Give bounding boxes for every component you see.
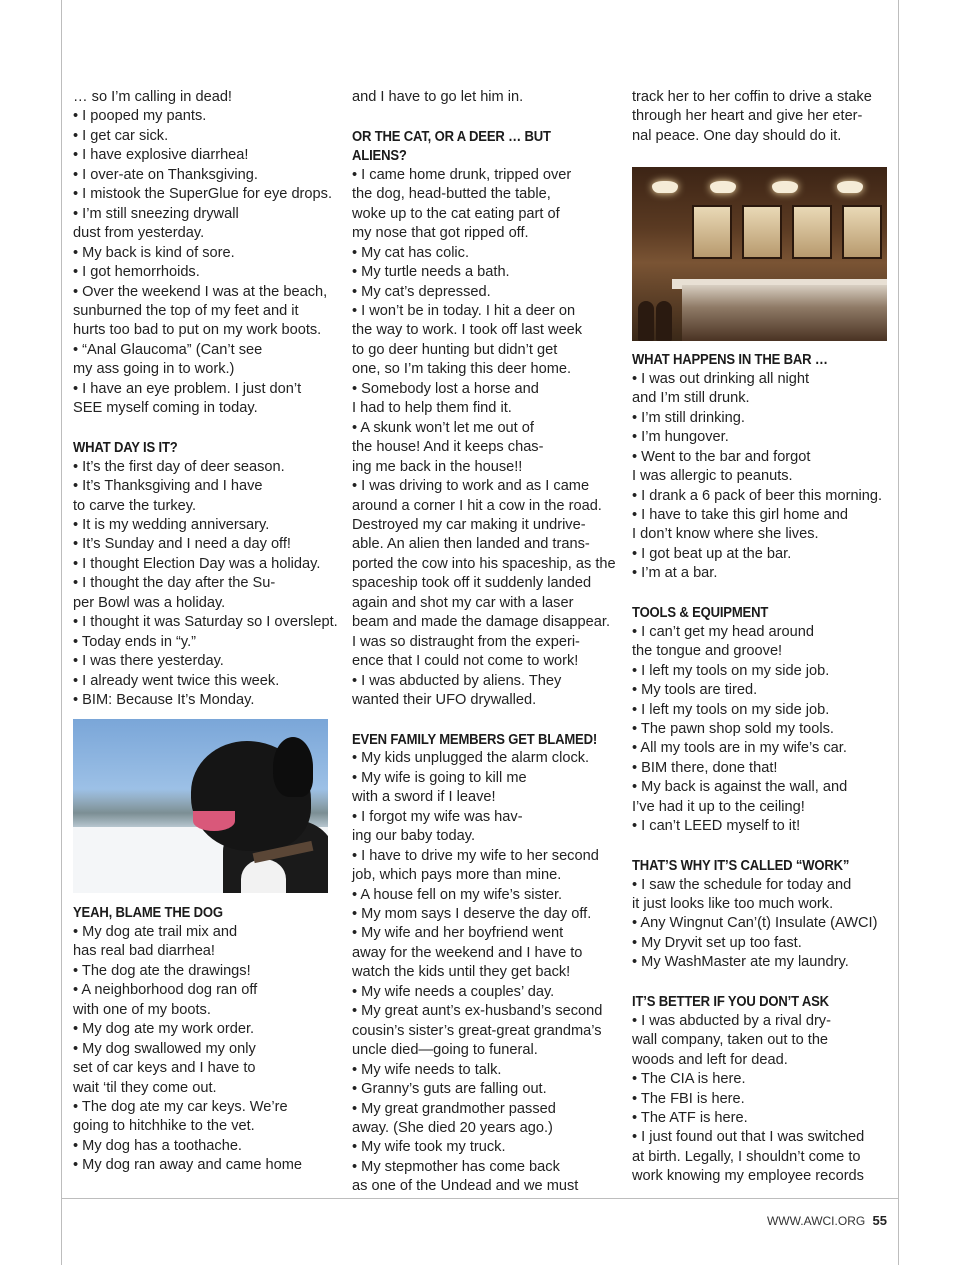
text-line: away for the weekend and I have to xyxy=(352,944,583,961)
text-line: • I’m still drinking. xyxy=(632,409,745,426)
text-line: • I have to take this girl home and xyxy=(632,506,849,523)
text-line: • My back is kind of sore. xyxy=(73,244,235,261)
text-line: • Went to the bar and forgot xyxy=(632,448,811,465)
text-line: • I pooped my pants. xyxy=(73,108,207,125)
text-line: nal peace. One day should do it. xyxy=(632,127,842,144)
text-line: • The CIA is here. xyxy=(632,1071,746,1088)
text-line: woods and left for dead. xyxy=(632,1051,788,1068)
excuse-list-tools xyxy=(632,623,892,837)
text-line: dust from yesterday. xyxy=(73,225,205,242)
text-line: sunburned the top of my feet and it xyxy=(73,302,299,319)
text-line: • I was abducted by aliens. They xyxy=(352,672,562,689)
bar-photo xyxy=(632,167,887,341)
text-line: • My wife needs to talk. xyxy=(352,1061,502,1078)
text-line: work knowing my employee records xyxy=(632,1168,864,1185)
text-line: the tongue and groove! xyxy=(632,643,783,660)
text-line: cousin’s sister’s great-great grandma’s xyxy=(352,1022,602,1039)
text-line: • I drank a 6 pack of beer this morning. xyxy=(632,487,883,504)
text-line: wait ‘til they come out. xyxy=(73,1079,217,1096)
text-line: • My dog ate my work order. xyxy=(73,1021,255,1038)
text-line: beam and made the damage disappear. xyxy=(352,614,611,631)
text-line: • My wife took my truck. xyxy=(352,1139,506,1156)
text-line: spaceship took off it suddenly landed xyxy=(352,575,592,592)
excuse-list-animals xyxy=(352,166,614,711)
heading-what-happens-in-bar: WHAT HAPPENS IN THE BAR … xyxy=(632,351,828,369)
excuse-list-bar xyxy=(632,370,892,584)
heading-cat-deer-line1: OR THE CAT, OR A DEER … BUT xyxy=(352,127,551,145)
text-line: wall company, taken out to the xyxy=(632,1032,829,1049)
text-line: • The ATF is here. xyxy=(632,1109,748,1126)
text-line: • I get car sick. xyxy=(73,127,169,144)
text-line: as one of the Undead and we must xyxy=(352,1178,579,1195)
text-line: • My kids unplugged the alarm clock. xyxy=(352,750,590,767)
text-line: wanted their UFO drywalled. xyxy=(352,692,537,709)
text-line: • BIM there, done that! xyxy=(632,759,778,776)
heading-what-day-is-it: WHAT DAY IS IT? xyxy=(73,439,178,457)
text-line: • My tools are tired. xyxy=(632,682,758,699)
text-line: away. (She died 20 years ago.) xyxy=(352,1119,553,1136)
text-line: • I left my tools on my side job. xyxy=(632,701,830,718)
page-number: 55 xyxy=(872,1213,887,1228)
text-line: • It’s Sunday and I need a day off! xyxy=(73,536,291,553)
text-line: I was so distraught from the experi- xyxy=(352,633,580,650)
text-line: • A skunk won’t let me out of xyxy=(352,419,534,436)
text-line: to go deer hunting but didn’t get xyxy=(352,341,558,358)
text-line: • My Dryvit set up too fast. xyxy=(632,934,802,951)
heading-blame-the-dog: YEAH, BLAME THE DOG xyxy=(73,904,223,922)
text-line: • The FBI is here. xyxy=(632,1090,745,1107)
heading-cat-deer-line2: ALIENS? xyxy=(352,147,407,165)
footer-url: WWW.AWCI.ORG xyxy=(766,1214,866,1228)
text-line: • I mistook the SuperGlue for eye drops. xyxy=(73,186,333,203)
text-line: able. An alien then landed and trans- xyxy=(352,536,590,553)
footer-rule xyxy=(61,1198,899,1199)
text-line: • I was abducted by a rival dry- xyxy=(632,1012,831,1029)
text-line: I was allergic to peanuts. xyxy=(632,468,793,485)
text-line: • I forgot my wife was hav- xyxy=(352,808,523,825)
text-line: • I over-ate on Thanksgiving. xyxy=(73,166,258,183)
text-line: • I’m still sneezing drywall xyxy=(73,205,239,222)
text-line: • My great grandmother passed xyxy=(352,1100,556,1117)
text-line: • I just found out that I was switched xyxy=(632,1129,865,1146)
text-line: • A neighborhood dog ran off xyxy=(73,982,258,999)
text-line: • Today ends in “y.” xyxy=(73,633,196,650)
text-line: ported the cow into his spaceship, as the xyxy=(352,555,616,572)
text-line: hurts too bad to put on my work boots. xyxy=(73,322,322,339)
text-line: per Bowl was a holiday. xyxy=(73,594,226,611)
text-line: SEE myself coming in today. xyxy=(73,400,258,417)
text-line: ing me back in the house!! xyxy=(352,458,523,475)
text-line: • I got hemorrhoids. xyxy=(73,264,200,281)
text-line: watch the kids until they get back! xyxy=(352,964,571,981)
column-1 xyxy=(73,88,341,1176)
text-line: the dog, head-butted the table, xyxy=(352,186,551,203)
excuse-list-dog xyxy=(73,923,341,1176)
text-line: • It is my wedding anniversary. xyxy=(73,516,270,533)
text-line: again and shot my car with a laser xyxy=(352,594,574,611)
text-line: … so I’m calling in dead! xyxy=(73,89,232,105)
heading-family-members: EVEN FAMILY MEMBERS GET BLAMED! xyxy=(352,730,598,748)
text-line: • I was driving to work and as I came xyxy=(352,478,590,495)
continued-text xyxy=(352,88,614,107)
text-line: I’ve had it up to the ceiling! xyxy=(632,798,805,815)
continued-text xyxy=(632,88,892,146)
text-line: I don’t know where she lives. xyxy=(632,526,819,543)
heading-better-not-ask: IT’S BETTER IF YOU DON’T ASK xyxy=(632,993,829,1011)
text-line: one, so I’m taking this deer home. xyxy=(352,361,572,378)
heading-called-work: THAT’S WHY IT’S CALLED “WORK” xyxy=(632,857,850,875)
page-border-left xyxy=(61,0,62,1265)
text-line: • My mom says I deserve the day off. xyxy=(352,906,592,922)
page-border-right xyxy=(898,0,899,1265)
text-line: • My back is against the wall, and xyxy=(632,779,848,796)
text-line: I had to help them find it. xyxy=(352,400,512,417)
text-line: and I have to go let him in. xyxy=(352,89,524,105)
text-line: • I left my tools on my side job. xyxy=(632,662,830,679)
text-line: around a corner I hit a cow in the road. xyxy=(352,497,602,514)
text-line: • Over the weekend I was at the beach, xyxy=(73,283,328,300)
column-3 xyxy=(632,88,892,1187)
text-line: • I have to drive my wife to her second xyxy=(352,847,599,864)
text-line: with one of my boots. xyxy=(73,1001,211,1018)
text-line: • Granny’s guts are falling out. xyxy=(352,1081,547,1098)
text-line: has real bad diarrhea! xyxy=(73,943,215,960)
text-line: • BIM: Because It’s Monday. xyxy=(73,692,255,709)
text-line: • I already went twice this week. xyxy=(73,672,280,689)
text-line: • My cat has colic. xyxy=(352,244,470,261)
excuse-list-sick xyxy=(73,88,341,419)
text-line: • My dog has a toothache. xyxy=(73,1137,242,1154)
text-line: • My wife needs a couples’ day. xyxy=(352,983,555,1000)
text-line: • I can’t get my head around xyxy=(632,623,814,640)
excuse-list-day xyxy=(73,458,341,711)
text-line: • My wife is going to kill me xyxy=(352,769,527,786)
heading-tools-equipment: TOOLS & EQUIPMENT xyxy=(632,604,769,622)
text-line: • I was there yesterday. xyxy=(73,653,224,670)
dog-photo xyxy=(73,719,328,893)
text-line: • “Anal Glaucoma” (Can’t see xyxy=(73,341,263,358)
text-line: • It’s the first day of deer season. xyxy=(73,458,285,475)
text-line: • I got beat up at the bar. xyxy=(632,545,792,562)
text-line: at birth. Legally, I shouldn’t come to xyxy=(632,1148,861,1165)
text-line: • I thought it was Saturday so I overslept. xyxy=(73,614,338,631)
text-line: • I can’t LEED myself to it! xyxy=(632,818,801,835)
text-line: • My great aunt’s ex-husband’s second xyxy=(352,1003,603,1020)
text-line: • All my tools are in my wife’s car. xyxy=(632,740,847,757)
text-line: woke up to the cat eating part of xyxy=(352,205,560,222)
text-line: ing our baby today. xyxy=(352,828,476,845)
text-line: • A house fell on my wife’s sister. xyxy=(352,886,563,903)
text-line: and I’m still drunk. xyxy=(632,390,750,407)
text-line: • I won’t be in today. I hit a deer on xyxy=(352,302,576,319)
text-line: • I have explosive diarrhea! xyxy=(73,147,249,164)
page-footer xyxy=(767,1213,887,1228)
text-line: going to hitchhike to the vet. xyxy=(73,1118,255,1135)
text-line: • My dog ran away and came home xyxy=(73,1157,302,1174)
text-line: • I’m hungover. xyxy=(632,429,729,446)
text-line: • The dog ate the drawings! xyxy=(73,962,251,979)
excuse-list-family xyxy=(352,749,614,1196)
text-line: • My WashMaster ate my laundry. xyxy=(632,954,849,971)
text-line: • I thought Election Day was a holiday. xyxy=(73,555,321,572)
excuse-list-dont-ask xyxy=(632,1012,892,1187)
text-line: • I was out drinking all night xyxy=(632,370,810,387)
column-2 xyxy=(352,88,614,1197)
text-line: track her to her coffin to drive a stake xyxy=(632,89,872,105)
text-line: uncle died—going to funeral. xyxy=(352,1042,538,1059)
text-line: • Somebody lost a horse and xyxy=(352,380,539,397)
text-line: • I came home drunk, tripped over xyxy=(352,166,572,183)
text-line: the way to work. I took off last week xyxy=(352,322,583,339)
text-line: job, which pays more than mine. xyxy=(352,867,562,884)
text-line: • The dog ate my car keys. We’re xyxy=(73,1099,288,1116)
text-line: • Any Wingnut Can’(t) Insulate (AWCI) xyxy=(632,915,878,932)
text-line: Destroyed my car making it undrive- xyxy=(352,516,586,533)
text-line: • I’m at a bar. xyxy=(632,565,718,582)
excuse-list-work xyxy=(632,876,892,973)
text-line: • The pawn shop sold my tools. xyxy=(632,720,834,737)
text-line: • My dog ate trail mix and xyxy=(73,923,238,940)
text-line: • My turtle needs a bath. xyxy=(352,264,510,281)
text-line: through her heart and give her eter- xyxy=(632,108,863,125)
text-line: ence that I could not come to work! xyxy=(352,653,579,670)
text-line: the house! And it keeps chas- xyxy=(352,439,544,456)
text-line: • It’s Thanksgiving and I have xyxy=(73,478,263,495)
text-line: it just looks like too much work. xyxy=(632,896,834,913)
text-line: to carve the turkey. xyxy=(73,497,197,514)
text-line: • I saw the schedule for today and xyxy=(632,876,852,893)
text-line: with a sword if I leave! xyxy=(352,789,496,806)
text-line: • My wife and her boyfriend went xyxy=(352,925,564,942)
text-line: • I thought the day after the Su- xyxy=(73,575,276,592)
text-line: • My cat’s depressed. xyxy=(352,283,491,300)
text-line: • I have an eye problem. I just don’t xyxy=(73,380,302,397)
text-line: set of car keys and I have to xyxy=(73,1060,256,1077)
text-line: my nose that got ripped off. xyxy=(352,225,529,242)
text-line: • My stepmother has come back xyxy=(352,1158,560,1175)
text-line: • My dog swallowed my only xyxy=(73,1040,256,1057)
text-line: my ass going in to work.) xyxy=(73,361,235,378)
